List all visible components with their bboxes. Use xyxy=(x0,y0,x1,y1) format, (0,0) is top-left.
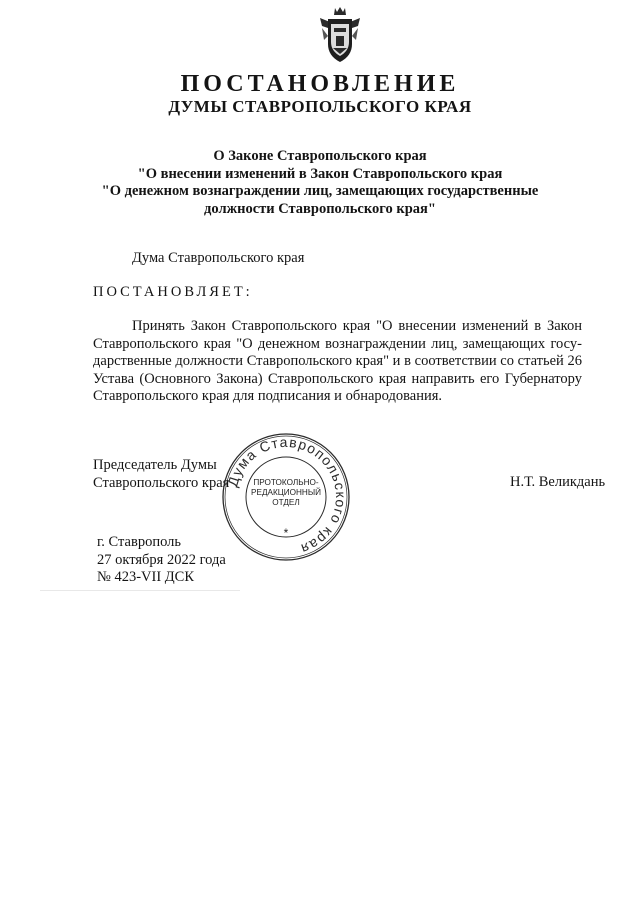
subject-line: "О внесении изменений в Закон Ставропольского края xyxy=(137,165,503,182)
issue-city: г. Ставрополь xyxy=(97,534,182,550)
paragraph-line: Принять Закон Ставропольского края "О внесении изменений в Закон xyxy=(132,318,582,334)
duma-label: Дума Ставропольского края xyxy=(132,250,305,266)
stamp-ring-text: Дума Ставропольского края xyxy=(224,433,350,558)
stamp-inner-text xyxy=(236,478,336,538)
resolves-heading: ПОСТАНОВЛЯЕТ: xyxy=(93,284,253,300)
stamp-inner-line: ОТДЕЛ xyxy=(272,498,300,507)
issue-details xyxy=(97,534,226,587)
subject-line: О Законе Ставропольского края xyxy=(213,148,427,164)
stamp-star: * xyxy=(283,526,289,540)
paragraph-line: дарственные должности Ставропольского края" и в соответствии со статьей 26 xyxy=(93,353,582,369)
signatory-position xyxy=(93,457,229,492)
issue-date: 27 октября 2022 года xyxy=(97,551,226,568)
subject-line: "О денежном вознаграждении лиц, замещающих государственные xyxy=(101,183,539,199)
scan-artifact-line xyxy=(40,590,240,591)
subject-line: должности Ставропольского края" xyxy=(204,200,436,217)
paragraph-line: Устава (Основного Закона) Ставропольского края направить его Губернатору xyxy=(93,370,582,387)
signatory-name: Н.Т. Великдань xyxy=(510,474,606,490)
issue-number: № 423-VII ДСК xyxy=(97,569,195,585)
position-line: Председатель Думы xyxy=(93,457,217,473)
document-subtitle: ДУМЫ СТАВРОПОЛЬСКОГО КРАЯ xyxy=(168,97,472,116)
document-title: ПОСТАНОВЛЕНИЕ xyxy=(180,71,460,97)
coat-of-arms-emblem xyxy=(318,6,362,64)
paragraph-line: Ставропольского края для подписания и обнародования. xyxy=(93,388,443,404)
stamp-inner-line: РЕДАКЦИОННЫЙ xyxy=(251,488,321,497)
resolution-paragraph xyxy=(93,318,582,406)
position-line: Ставропольского края xyxy=(93,474,230,491)
document-subject xyxy=(60,148,580,218)
paragraph-line: Ставропольского края "О денежном вознаграждении лиц, замещающих госу- xyxy=(93,335,582,352)
stamp-inner-line: ПРОТОКОЛЬНО- xyxy=(253,478,319,487)
